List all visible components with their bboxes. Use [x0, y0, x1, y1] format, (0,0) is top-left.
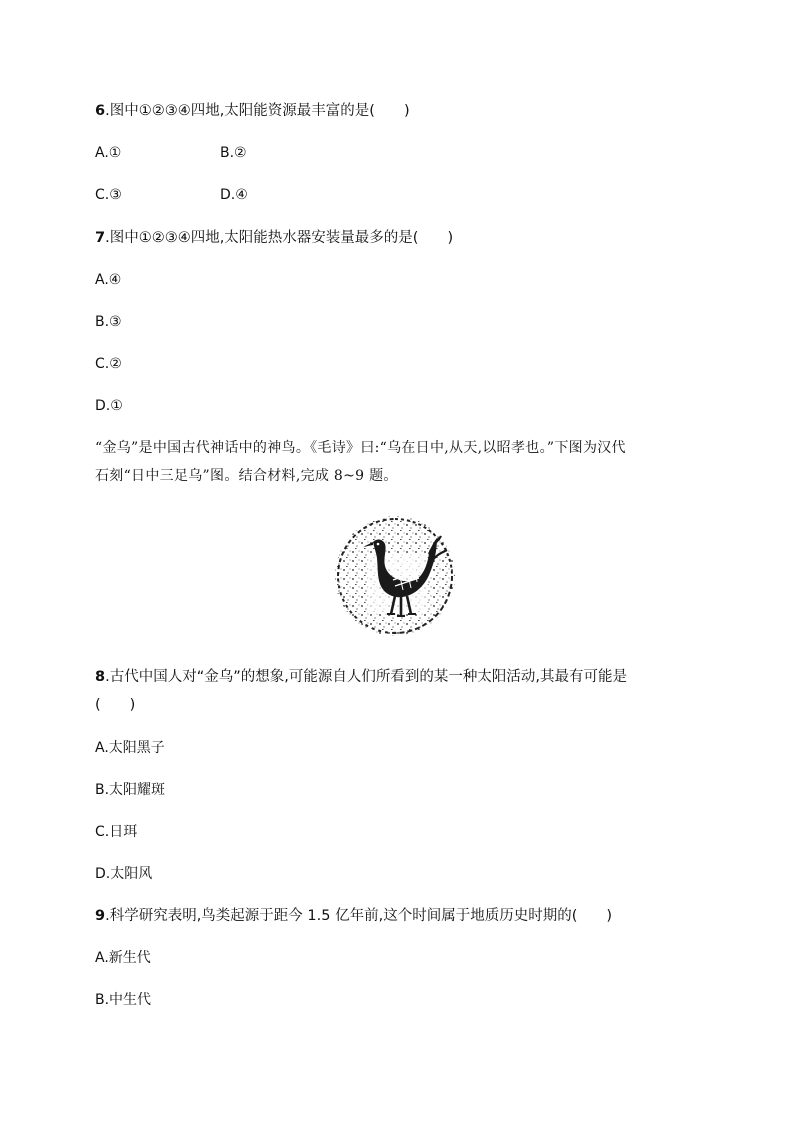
question-8-number: 8 [95, 669, 106, 685]
question-8-option-b[interactable]: B.太阳耀斑 [95, 782, 166, 798]
passage-line-1: “金乌”是中国古代神话中的神鸟。《毛诗》曰:“乌在日中,从天,以昭孝也。”下图为汉代 [95, 440, 626, 456]
question-7-number: 7 [95, 230, 106, 246]
question-9-number: 9 [95, 908, 106, 924]
question-8-option-a[interactable]: A.太阳黑子 [95, 740, 165, 756]
question-9-text: .科学研究表明,鸟类起源于距今 1.5 亿年前,这个时间属于地质历史时期的( ) [105, 908, 613, 924]
question-7-text: .图中①②③④四地,太阳能热水器安装量最多的是( ) [105, 230, 454, 246]
question-7-option-a[interactable]: A.④ [95, 272, 122, 288]
question-6-option-a[interactable]: A.① [95, 145, 122, 161]
question-6-number: 6 [95, 103, 106, 119]
question-6-options-row-1 [95, 143, 247, 163]
question-6-option-d[interactable]: D.④ [220, 187, 248, 203]
question-7-stem [95, 228, 453, 248]
question-6-text: .图中①②③④四地,太阳能资源最丰富的是( ) [105, 103, 410, 119]
question-9-option-a[interactable]: A.新生代 [95, 950, 151, 966]
question-7-option-c[interactable]: C.② [95, 356, 122, 372]
question-9-stem [95, 906, 612, 926]
question-8-text: .古代中国人对“金乌”的想象,可能源自人们所看到的某一种太阳活动,其最有可能是 [105, 669, 627, 685]
question-8-stem-continuation: ( ) [95, 697, 136, 713]
question-7-option-d[interactable]: D.① [95, 398, 123, 414]
question-9-option-b[interactable]: B.中生代 [95, 992, 152, 1008]
question-7-option-b[interactable]: B.③ [95, 314, 122, 330]
passage-line-2: 石刻“日中三足乌”图。结合材料,完成 8~9 题。 [95, 468, 398, 484]
question-6-stem [95, 101, 410, 121]
question-8-option-d[interactable]: D.太阳风 [95, 866, 153, 882]
question-6-option-b[interactable]: B.② [220, 145, 247, 161]
question-6-option-c[interactable]: C.③ [95, 187, 122, 203]
question-6-options-row-2 [95, 185, 248, 205]
question-8-option-c[interactable]: C.日珥 [95, 824, 138, 840]
three-legged-crow-icon [333, 514, 457, 638]
question-8-stem [95, 667, 627, 687]
